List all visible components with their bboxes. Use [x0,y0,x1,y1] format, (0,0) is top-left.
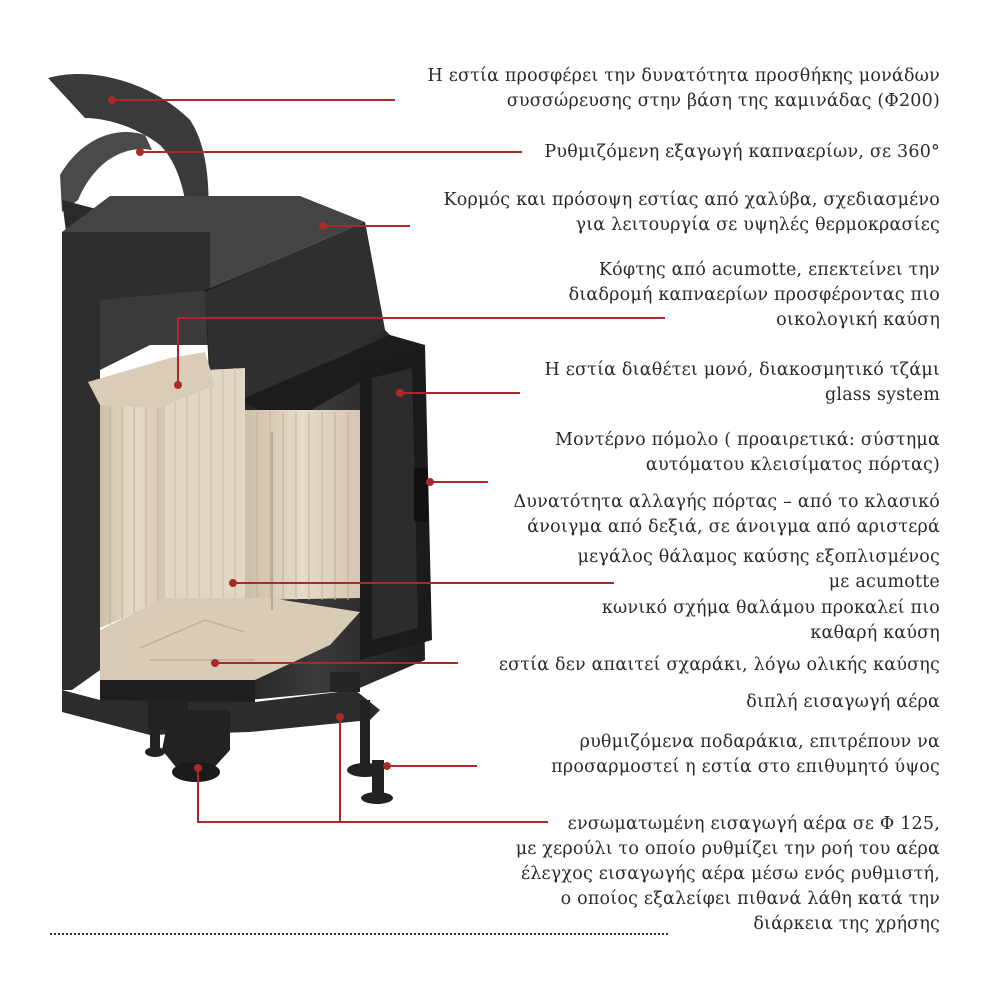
chamber-liner-right [245,410,360,600]
label-steel-body: Κορμός και πρόσοψη εστίας από χαλύβα, σχεδιασμένο για λειτουργία σε υψηλές θερμοκρασίες [443,190,940,235]
label-legs: ρυθμιζόμενα ποδαράκια, επιτρέπουν να προσαρμοστεί η εστία στο επιθυμητό ύψος [551,732,940,777]
label-glass: Η εστία διαθέτει μονό, διακοσμητικό τζάμι glass system [544,360,940,405]
label-door-swap: Δυνατότητα αλλαγής πόρτας – από το κλασικό άνοιγμα από δεξιά, σε άνοιγμα από αριστερά [513,492,940,537]
label-base-option: Η εστία προσφέρει την δυνατότητα προσθήκης μονάδων συσσώρευσης στην βάση της καμινάδας (Φ200) [427,66,940,111]
label-handle: Μοντέρνο πόμολο ( προαιρετικά: σύστημα αυτόματου κλεισίματος πόρτας) [555,430,940,475]
label-flue: Ρυθμιζόμενη εξαγωγή καπναερίων, σε 360° [544,142,940,162]
label-air-intake: ενσωματωμένη εισαγωγή αέρα σε Φ 125, με χερούλι το οποίο ρυθμίζει την ροή του αέρα έλεγχος εισαγωγής αέρα μέσω ενός ρυθμιστή, ο οποίος εξαλείφει πιθανά λάθη κατά την διάρκεια της χρήσης [515,814,940,934]
label-no-grate: εστία δεν απαιτεί σχαράκι, λόγω ολικής καύσης [498,655,940,675]
label-conical: κωνικό σχήμα θαλάμου προκαλεί πιο καθαρή καύση [601,598,940,643]
label-baffle: Κόφτης από acumotte, επεκτείνει την διαδρομή καπναερίων προσφέροντας πιο οικολογική καύση [568,260,940,330]
chamber-liner-back [165,368,245,600]
label-double-air: διπλή εισαγωγή αέρα [746,692,940,712]
door-handle [414,468,428,522]
floor-front-edge [100,680,255,702]
dotted-divider [50,933,668,935]
label-chamber: μεγάλος θάλαμος καύσης εξοπλισμένος με acumotte [577,547,940,592]
